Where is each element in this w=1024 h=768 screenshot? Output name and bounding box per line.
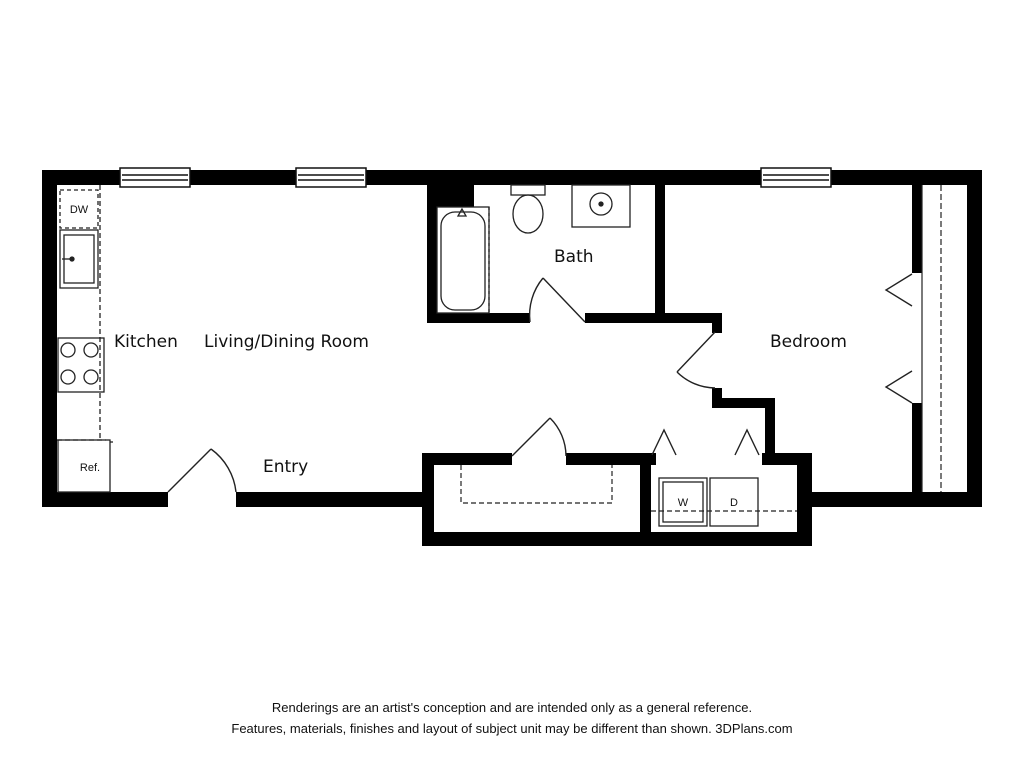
wall-top-2 [189,170,297,185]
bedroom-wall-vertical [765,398,775,455]
wall-bottom-1 [42,492,168,507]
wall-closet-right [797,455,812,546]
window-3 [761,168,831,187]
bath-door [530,278,585,322]
interior-walls [422,170,922,492]
bath-wall-bottom-2 [585,313,722,323]
disclaimer-line-2: Features, materials, finishes and layout of subject unit may be different than shown. 3DPlans.com [231,721,793,736]
window-1 [120,168,190,187]
bath-chase [437,185,474,207]
wall-closet-bottom [422,532,812,546]
room-label-entry: Entry [263,457,309,477]
kitchen-fixtures [57,185,113,492]
closet-wall-top-1 [422,453,512,465]
laundry-bifold-right [735,430,759,455]
room-label-bath: Bath [554,247,594,267]
wall-bottom-2 [236,492,422,507]
dishwasher-label: DW [69,204,89,216]
laundry-appliances [659,478,758,526]
room-label-living-dining: Living/Dining Room [204,332,369,352]
wardrobe-wall-lower [912,403,922,492]
laundry-wall-top [762,453,812,465]
sink-icon [60,230,98,288]
bath-wall-left [427,170,437,322]
closet-shelving [461,185,941,511]
bathtub-icon [437,207,489,313]
refrigerator-label: Ref. [79,462,101,474]
toilet-icon [511,185,545,233]
stove-icon [58,338,104,392]
dryer-label: D [730,497,738,509]
closet-door [512,418,566,456]
bedroom-door [677,332,715,388]
wall-closet-divider [640,455,651,546]
wall-left [42,170,57,507]
wardrobe-bifold-lower [886,371,912,403]
vanity-sink-icon [572,185,630,227]
bath-wall-right [655,170,665,323]
wall-top-4 [829,170,981,185]
closet-wall-top-2 [566,453,656,465]
washer-label: W [677,497,689,509]
entry-door [168,449,236,492]
laundry-bifold-left [652,430,676,455]
wall-right [967,170,982,507]
disclaimer-line-1: Renderings are an artist's conception and are intended only as a general reference. [271,700,753,715]
wardrobe-wall-upper [912,185,922,273]
wall-bottom-3 [808,492,982,507]
room-label-kitchen: Kitchen [114,332,178,352]
wardrobe-bifold-upper [886,274,912,306]
bedroom-wall-upper [712,313,722,333]
bath-wall-bottom-1 [427,313,530,323]
window-2 [296,168,366,187]
exterior-walls [42,170,982,546]
wall-top-3 [366,170,762,185]
room-label-bedroom: Bedroom [770,332,847,352]
